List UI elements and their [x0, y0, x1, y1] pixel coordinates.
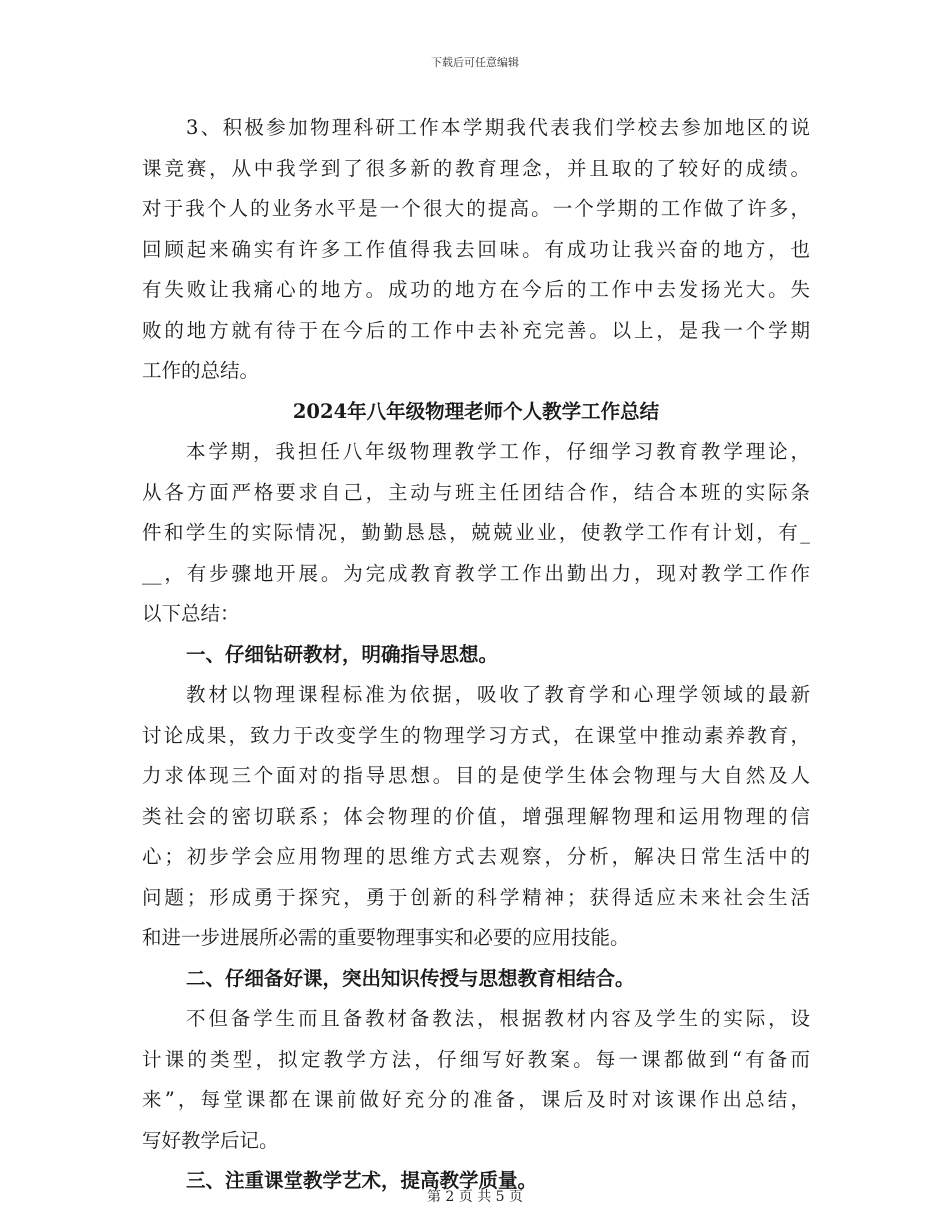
text-line: 一、仔细钻研教材，明确指导思想。 [186, 642, 499, 666]
text-line: 以下总结： [142, 602, 240, 625]
document-body [142, 108, 810, 1202]
text-line: 3、积极参加物理科研工作本学期我代表我们学校去参加地区的说 [186, 116, 810, 139]
text-line: 三、注重课堂教学艺术，提高教学质量。 [186, 1169, 538, 1192]
text-line: 工作的总结。 [142, 359, 260, 382]
text-line: 败的地方就有待于在今后的工作中去补充完善。以上，是我一个学期 [142, 318, 810, 342]
text-line: 计课的类型，拟定教学方法，仔细写好教案。每一课都做到“有备而 [142, 1047, 810, 1071]
text-line: 从各方面严格要求自己，主动与班主任团结合作，结合本班的实际条 [142, 480, 810, 504]
text-line: 不但备学生而且备教材备教法，根据教材内容及学生的实际，设 [186, 1007, 810, 1030]
text-line: 二、仔细备好课，突出知识传授与思想教育相结合。 [186, 966, 635, 990]
text-line: 件和学生的实际情况，勤勤恳恳，兢兢业业，使教学工作有计划，有_ [142, 521, 810, 544]
page-number: 第 2 页 共 5 页 [426, 1189, 524, 1205]
text-line: 和进一步进展所必需的重要物理事实和必要的应用技能。 [142, 926, 630, 949]
text-line: 写好教学后记。 [142, 1128, 279, 1152]
text-line: 类社会的密切联系；体会物理的价值，增强理解物理和运用物理的信 [142, 804, 810, 828]
text-line: 力求体现三个面对的指导思想。目的是使学生体会物理与大自然及人 [142, 764, 810, 787]
text-line: 心；初步学会应用物理的思维方式去观察，分析，解决日常生活中的 [142, 845, 810, 868]
text-line: 2024年八年级物理老师个人教学工作总结 [292, 399, 660, 423]
text-line: 问题；形成勇于探究，勇于创新的科学精神；获得适应未来社会生活 [142, 885, 810, 909]
page-header: 下载后可任意编辑 [431, 56, 519, 69]
text-line: 讨论成果，致力于改变学生的物理学习方式，在课堂中推动素养教育， [142, 723, 810, 747]
text-line: 对于我个人的业务水平是一个很大的提高。一个学期的工作做了许多， [142, 197, 810, 220]
text-line: 本学期，我担任八年级物理教学工作，仔细学习教育教学理论， [186, 440, 810, 463]
text-line: __，有步骤地开展。为完成教育教学工作出勤出力，现对教学工作作 [142, 561, 810, 585]
text-line: 来”，每堂课都在课前做好充分的准备，课后及时对该课作出总结， [142, 1088, 810, 1111]
text-line: 有失败让我痛心的地方。成功的地方在今后的工作中去发扬光大。失 [142, 278, 810, 301]
text-line: 教材以物理课程标准为依据，吸收了教育学和心理学领域的最新 [186, 683, 810, 706]
text-line: 回顾起来确实有许多工作值得我去回味。有成功让我兴奋的地方，也 [142, 237, 810, 261]
text-line: 课竞赛，从中我学到了很多新的教育理念，并且取的了较好的成绩。 [142, 156, 810, 180]
